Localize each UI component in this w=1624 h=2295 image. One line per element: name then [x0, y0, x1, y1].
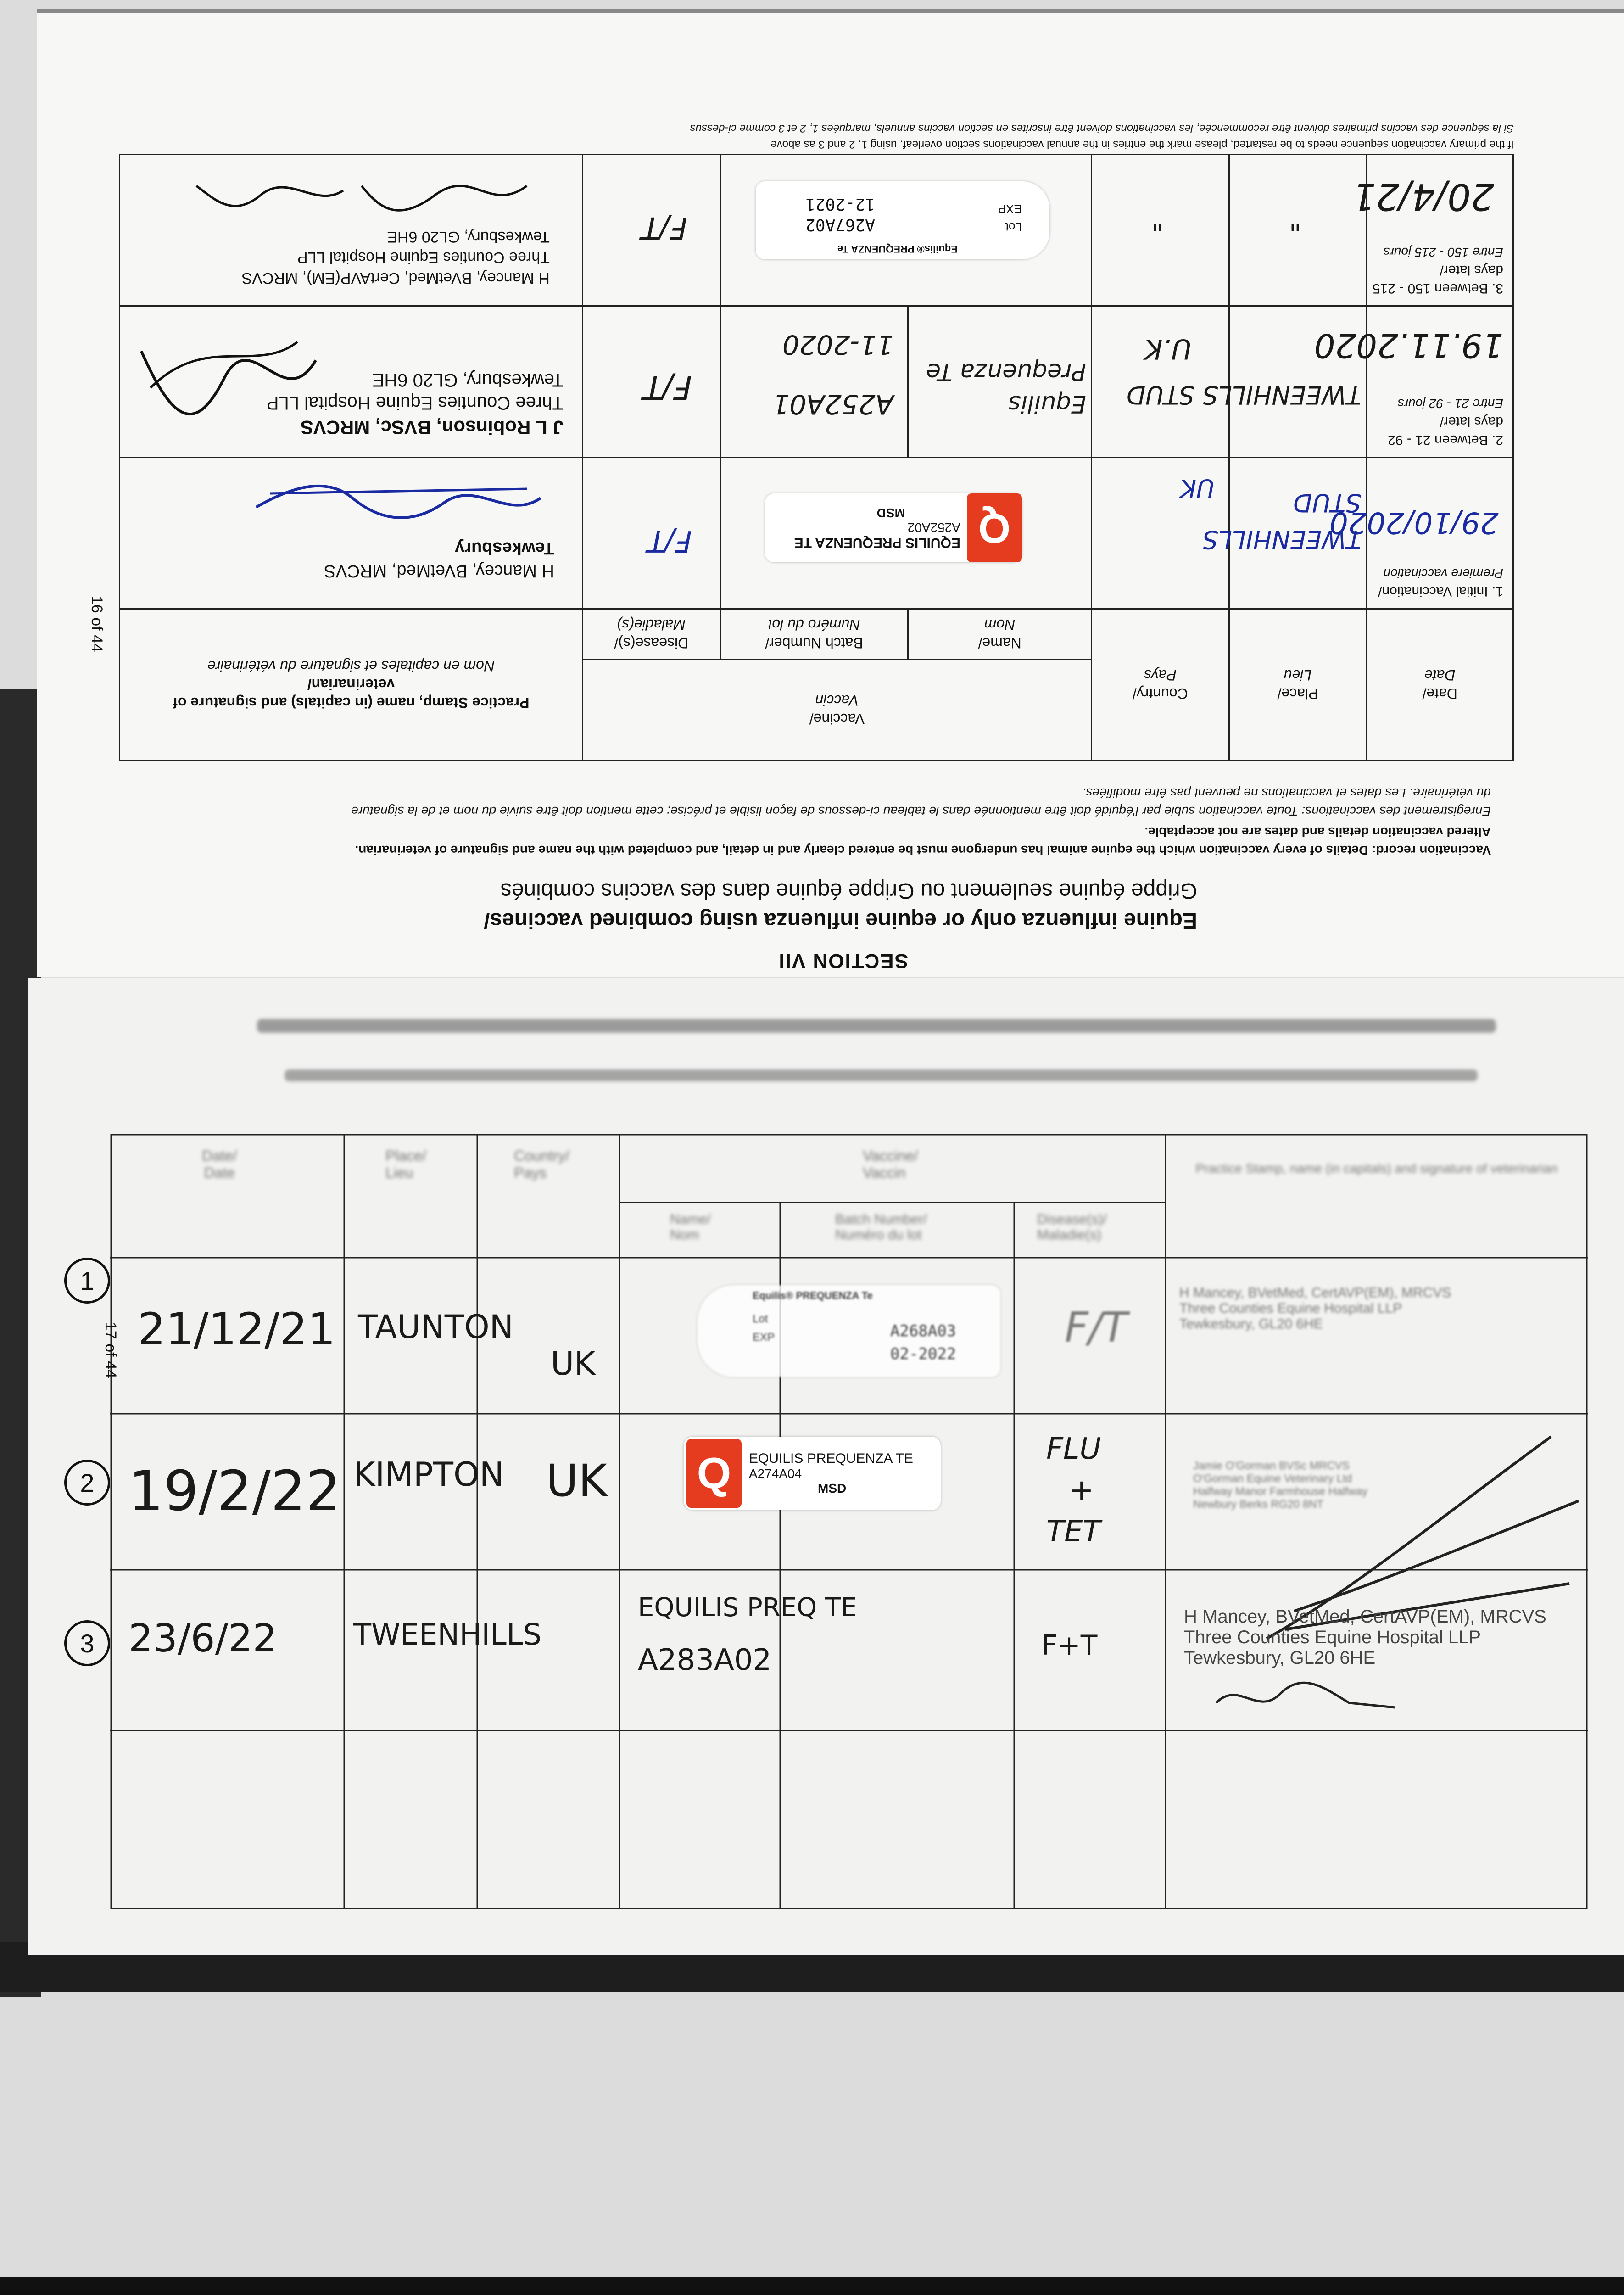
page-16-footer-en: If the primary vaccination sequence needs to be restarted, please mark the entries in the annual vaccinations section overleaf, using 1, 2 and 3 as above	[770, 138, 1514, 151]
row17-3-signature	[1211, 1675, 1404, 1721]
row3-sticker-lot-label: Lot	[1005, 220, 1022, 234]
row2-stamp-cell	[120, 306, 583, 458]
row1-place-cell	[1202, 458, 1367, 609]
row3-disease: F/T	[641, 210, 687, 246]
q-logo-icon: Q	[686, 1439, 742, 1508]
hdr17-stamp: Practice Stamp, name (in capitals) and signature of veterinarian	[1195, 1161, 1558, 1175]
page-17-top-text-2	[285, 1069, 1478, 1081]
row2-name-cell	[908, 306, 1092, 458]
row17-2-sticker-name: EQUILIS PREQUENZA TE	[749, 1451, 913, 1466]
row3-sticker-batch: A267A02	[805, 215, 875, 234]
row3-date: 20/4/21	[1352, 175, 1494, 218]
row3-stamp-line3: Tewkesbury, GL20 6HE	[387, 228, 550, 246]
row2-label: 2. Between 21 - 92	[1388, 432, 1503, 448]
row2-label-fr: Entre 21 - 92 jours	[1397, 397, 1503, 411]
row17-3-place: TWEENHILLS	[353, 1618, 542, 1652]
row17-1-sticker-batch: A268A03	[890, 1322, 956, 1340]
record-en-1: Vaccination record: Details of every vaccination which the equine animal has undergone must be entered clearly and in detail, and completed with the name and signature of veterinarian.	[355, 843, 1491, 857]
hdr17-country: Country/ Pays	[514, 1148, 569, 1181]
row17-1-sticker-title: Equilis® PREQUENZA Te	[753, 1290, 873, 1301]
row17-3-stamp: H Mancey, BVetMed, CertAVP(EM), MRCVS Three Counties Equine Hospital LLP Tewkesbury, GL20 6HE	[1184, 1606, 1546, 1668]
page-number-16: 16 of 44	[88, 596, 106, 652]
vaccination-table-16	[119, 154, 1514, 761]
section-title: SECTION VII	[778, 950, 908, 972]
hdr17-date: Date/ Date	[202, 1148, 237, 1181]
row1-stamp-line2: Tewkesbury	[455, 538, 554, 558]
row2-stamp-line2: Three Counties Equine Hospital LLP	[266, 393, 564, 413]
table-row	[120, 306, 1513, 458]
row17-1-vaccine-sticker	[698, 1285, 1000, 1377]
row17-3-batch: A283A02	[638, 1643, 772, 1677]
row17-1-sticker-exp-label: EXP	[753, 1331, 775, 1343]
record-fr-2: du vétérinaire. Les dates et vaccinations ne peuvent pas être modifiées.	[1082, 786, 1491, 800]
heading-fr: Grippe équine seulement ou Grippe équine dans des vaccins combinés	[500, 879, 1197, 903]
row17-3-date: 23/6/22	[128, 1616, 277, 1661]
hdr17-vaccine: Vaccine/ Vaccin	[863, 1148, 918, 1181]
page-17-top-text	[257, 1019, 1496, 1033]
row3-stamp-line2: Three Counties Equine Hospital LLP	[297, 249, 550, 266]
row2-batch-cell	[720, 306, 908, 458]
row2-stamp-line3: Tewkesbury, GL20 6HE	[372, 370, 564, 390]
row3-vaccine-cell	[720, 155, 1091, 306]
row3-country-cell	[1091, 155, 1229, 306]
row1-sticker-batch: A252A02	[907, 521, 960, 535]
row3-sticker-exp: 12-2021	[805, 195, 875, 213]
row17-2-country: UK	[546, 1455, 608, 1506]
row3-stamp-line1: H Mancey, BVetMed, CertAVP(EM), MRCVS	[241, 269, 550, 287]
row3-place-cell	[1229, 155, 1367, 306]
row3-label-2: days later/	[1440, 263, 1503, 278]
row-marker-2: 2	[64, 1460, 110, 1506]
row3-country: "	[1151, 204, 1164, 236]
row1-date-cell	[1329, 458, 1513, 609]
row1-stamp-line1: H Mancey, BVetMed, MRCVS	[324, 561, 554, 581]
row3-vaccine-sticker	[756, 181, 1049, 259]
row2-place: TWEENHILLS STUD	[1126, 381, 1362, 409]
row17-2-vaccine-sticker	[684, 1437, 941, 1510]
row17-2-sticker-brand: MSD	[818, 1481, 847, 1495]
row3-signature	[187, 158, 536, 227]
row2-disease-cell	[582, 306, 720, 458]
row17-2-place: KIMPTON	[353, 1455, 504, 1494]
table-row	[120, 458, 1513, 609]
col-date: Date/ Date	[1367, 609, 1513, 761]
table-header-row	[120, 660, 1513, 761]
row1-signature	[251, 475, 545, 530]
row1-stamp-cell	[120, 458, 583, 609]
row17-1-date: 21/12/21	[138, 1304, 336, 1355]
row17-1-disease: F/T	[1065, 1304, 1128, 1352]
row1-country: UK	[1180, 474, 1215, 503]
row17-3-name: EQUILIS PREQ TE	[638, 1593, 857, 1623]
row17-1-country: UK	[551, 1345, 596, 1383]
page-number-17: 17 of 44	[102, 1322, 119, 1378]
row17-2-disease-1: FLU	[1046, 1432, 1101, 1466]
row2-label-2: days later/	[1440, 414, 1503, 429]
row2-date-cell	[1314, 306, 1513, 458]
row17-1-sticker-exp: 02-2022	[890, 1345, 956, 1363]
row2-batch: A252A01	[772, 389, 894, 420]
hdr17-place: Place/ Lieu	[385, 1148, 426, 1181]
col-place: Place/ Lieu	[1229, 609, 1367, 761]
row1-sticker-name: EQUILIS PREQUENZA TE	[794, 535, 960, 550]
col-name: Name/ Nom	[908, 609, 1092, 660]
row3-sticker-title: Equilis® PREQUENZA Te	[837, 243, 958, 255]
row1-country-cell	[1091, 458, 1229, 609]
vaccination-table-17	[110, 1134, 1588, 1909]
heading-en: Equine influenza only or equine influenza using combined vaccines/	[484, 908, 1197, 933]
row1-place: TWEENHILLS STUD	[1202, 488, 1362, 554]
row17-3-disease: F+T	[1042, 1629, 1098, 1662]
row3-sticker-exp-label: EXP	[998, 202, 1022, 216]
row1-label: 1. Initial Vaccination/	[1378, 584, 1503, 599]
hdr17-batch: Batch Number/ Numéro du lot	[835, 1212, 927, 1243]
col-disease: Disease(s)/ Maladie(s)	[582, 609, 720, 660]
q-logo-icon: Q	[967, 493, 1022, 562]
row1-sticker-brand: MSD	[876, 506, 905, 520]
row2-disease: F/T	[643, 369, 692, 406]
page-16-footer-fr: Si la séquence des vaccins primaires doivent être recommencée, les vaccinations doivent être inscrites en section vaccins annuels, marquées 1, 2 et 3 comme ci-dessus	[690, 122, 1514, 134]
row2-stamp-line1: J L Robinson, BVSc, MRCVS	[300, 417, 564, 438]
row3-stamp-cell	[120, 155, 583, 306]
row2-country-cell	[1091, 306, 1229, 458]
row1-disease-cell	[582, 458, 720, 609]
row2-name: Equilis Prequenza Te	[926, 358, 1086, 418]
row17-2-disease-3: TET	[1046, 1515, 1101, 1549]
hdr17-disease: Disease(s)/ Maladie(s)	[1037, 1212, 1107, 1243]
col-vaccine: Vaccine/ Vaccin	[582, 660, 1091, 761]
row3-date-cell	[1352, 155, 1513, 306]
row-marker-1: 1	[64, 1258, 110, 1304]
row17-2-stamp: Jamie O'Gorman BVSc MRCVS O'Gorman Equine Veterinary Ltd Halfway Manor Farmhouse Halfway Newbury Berks RG20 8NT	[1193, 1460, 1368, 1511]
row1-label-fr: Premiere vaccination	[1383, 566, 1503, 581]
row17-1-sticker-lot: Lot	[753, 1313, 768, 1325]
hdr17-name: Name/ Nom	[670, 1212, 711, 1243]
row1-date: 29/10/2020	[1329, 505, 1499, 539]
row2-country: U.K	[1144, 333, 1192, 365]
row1-disease: F/T	[647, 524, 692, 558]
row2-signature	[132, 314, 325, 443]
row1-vaccine-sticker	[765, 493, 1022, 562]
row-marker-3: 3	[64, 1620, 110, 1666]
row3-disease-cell	[582, 155, 720, 306]
record-en-2: Altered vaccination details and dates are not acceptable.	[1144, 825, 1491, 839]
row17-1-stamp: H Mancey, BVetMed, CertAVP(EM), MRCVS Three Counties Equine Hospital LLP Tewkesbury, GL20 6HE	[1179, 1285, 1451, 1332]
scan-bottom-edge	[0, 2277, 1624, 2295]
row17-2-sticker-batch: A274A04	[749, 1467, 802, 1481]
row3-place: "	[1289, 204, 1302, 236]
row17-2-disease-2: +	[1069, 1473, 1094, 1507]
table-row	[120, 155, 1513, 306]
record-fr-1: Enregistrement des vaccinations: Toute vaccination subie par l'équidé doit être mentionnée dans le tableau ci-dessous de façon lisible et précise; cette mention doit être suivie du nom et de la signature	[351, 804, 1491, 818]
page-16	[37, 9, 1624, 977]
row17-2-date: 19/2/22	[128, 1460, 341, 1523]
row1-vaccine-cell	[720, 458, 1091, 609]
row17-1-place: TAUNTON	[358, 1308, 514, 1346]
row2-date: 19.11.2020	[1314, 326, 1503, 365]
page-16-content	[37, 13, 1624, 977]
row3-label-fr: Entre 150 - 215 jours	[1383, 245, 1503, 259]
row2-batch-exp: 11-2020	[782, 329, 894, 360]
col-batch: Batch Number/ Numéro du lot	[720, 609, 908, 660]
col-stamp: Practice Stamp, name (in capitals) and signature of veterinarian/ Nom en capitales et signature du vétérinaire	[120, 609, 583, 761]
page-17	[28, 978, 1624, 1955]
row3-label: 3. Between 150 - 215	[1372, 281, 1503, 296]
col-country: Country/ Pays	[1091, 609, 1229, 761]
